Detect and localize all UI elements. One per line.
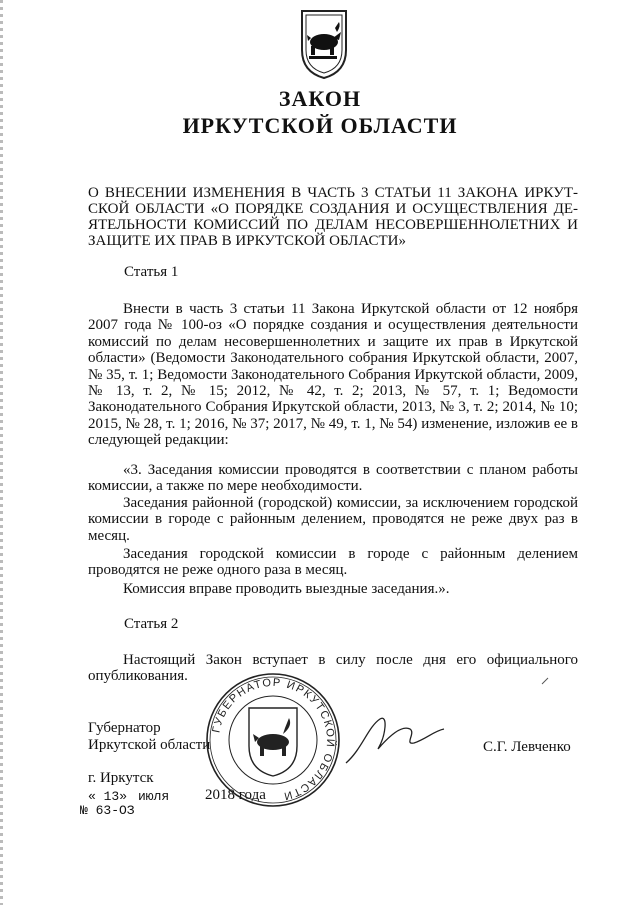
article-1-intro: Внести в часть 3 статьи 11 Закона Иркутской области от 12 ноября 2007 года № 100-оз «О порядке создания и осуществления деятельности комиссий по делам несовершеннолетних и защите их прав в Иркутской области» (Ведомости Законодательного собрания Иркутской области, 2007, № 35, т. 1; Ведомости Законодательного Собрания Иркутской области, 2009, № 13, т. 2, № 15; 2012, № 42, т. 2; 2013, № 57, т. 1; Ведомости Законодательного Собрания Иркутской области, 2013, № 3, т. 2; 2014, № 10; 2015, № 28, т. 1; 2016, № 37; 2017, № 49, т. 1, № 54) изменение, изложив ее в следующей редакции: <box>88 301 578 449</box>
coat-of-arms-icon <box>299 8 349 80</box>
handwritten-signature <box>340 705 450 775</box>
scan-mark <box>540 676 560 686</box>
city: г. Иркутск <box>88 770 154 786</box>
signer-position-line2: Иркутской области <box>88 737 211 753</box>
article-1-quote-2: Заседания районной (городской) комиссии, за исключением городской комиссии в городе с районным делением, проводятся не реже двух раз в месяц. <box>88 495 578 544</box>
stamp-text: ГУБЕРНАТОР ИРКУТСКОЙ ОБЛАСТИ <box>210 676 337 803</box>
date-month: июля <box>138 789 170 804</box>
region-title: ИРКУТСКОЙ ОБЛАСТИ <box>182 113 458 138</box>
article-1-quote-4: Комиссия вправе проводить выездные заседания.». <box>123 581 450 597</box>
date-year: 2018 года <box>205 787 266 803</box>
law-heading: О ВНЕСЕНИИ ИЗМЕНЕНИЯ В ЧАСТЬ 3 СТАТЬИ 11 ЗАКОНА ИРКУТ-СКОЙ ОБЛАСТИ «О ПОРЯДКЕ СОЗДАНИЯ И ОСУЩЕСТВЛЕНИЯ ДЕ-ЯТЕЛЬНОСТИ КОМИССИЙ ПО ДЕЛАМ НЕСОВЕРШЕННОЛЕТНИХ И ЗАЩИТЕ ИХ ПРАВ В ИРКУТСКОЙ ОБЛАСТИ» <box>88 185 578 249</box>
article-2-title: Статья 2 <box>124 616 179 632</box>
law-number: № 63-ОЗ <box>80 803 135 818</box>
stamp-emblem-icon <box>249 708 297 776</box>
signer-name: С.Г. Левченко <box>483 739 571 755</box>
law-title: ЗАКОН <box>278 86 362 111</box>
date-day: « 13» <box>88 789 128 804</box>
article-1-quote-1: «3. Заседания комиссии проводятся в соответствии с планом работы комиссии, а также по мере необходимости. <box>88 462 578 495</box>
article-1-title: Статья 1 <box>124 264 179 280</box>
signer-position-line1: Губернатор <box>88 720 161 736</box>
article-2-text: Настоящий Закон вступает в силу после дня его официального опубликования. <box>88 652 578 685</box>
official-stamp <box>205 672 341 808</box>
article-1-quote-3: Заседания городской комиссии в городе с районным делением проводятся не реже одного раза в месяц. <box>88 546 578 579</box>
